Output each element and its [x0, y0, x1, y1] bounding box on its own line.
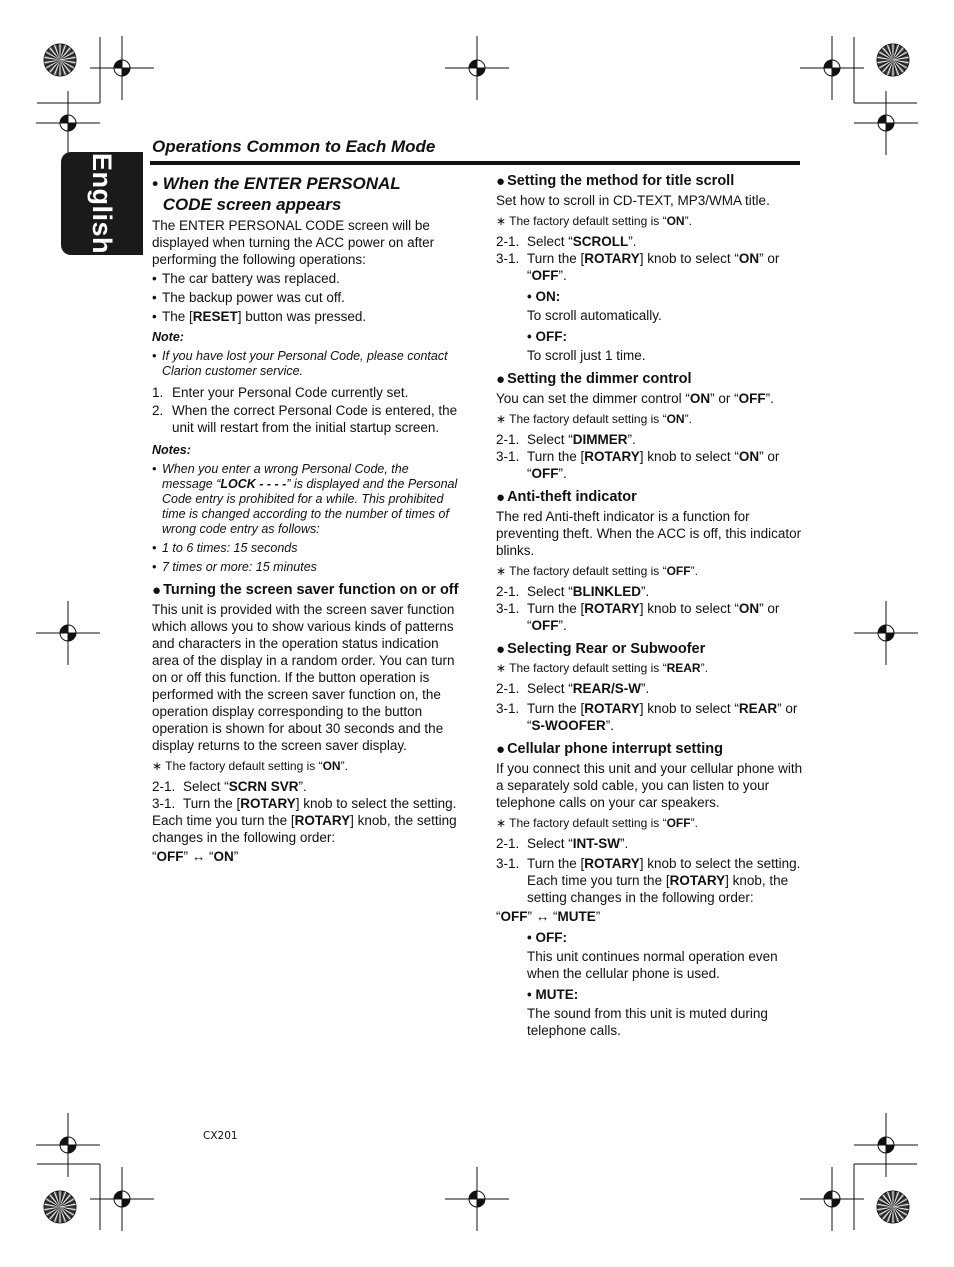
bullet: •	[152, 541, 157, 555]
step-text: When the correct Personal Code is entered, the unit will restart from the initial startup screen.	[172, 403, 458, 435]
step-number: 2-1.	[152, 779, 176, 794]
step-continuation: Each time you turn the [ROTARY] knob, the setting changes in the following order:	[152, 813, 457, 845]
note-text: 1 to 6 times: 15 seconds	[162, 541, 298, 555]
personal-code-heading	[152, 173, 462, 215]
bullet-dot-icon: ●	[152, 582, 162, 599]
note-item	[152, 349, 462, 379]
step-number: 2.	[152, 403, 164, 418]
step-text: Select “INT-SW”.	[527, 836, 629, 851]
anti-theft-text: The red Anti-theft indicator is a function for preventing theft. When the ACC is off, this indicator blinks.	[496, 509, 802, 558]
dimmer-text: You can set the dimmer control “ON” or “OFF”.	[496, 391, 774, 406]
heading-bullet: •	[152, 174, 158, 193]
factory-default: ∗ The factory default setting is “ON”.	[496, 214, 692, 228]
screen-saver-heading	[152, 581, 462, 600]
bullet: •	[152, 271, 157, 286]
factory-default: ∗ The factory default setting is “ON”.	[152, 759, 348, 773]
heading-text: Cellular phone interrupt setting	[507, 741, 723, 757]
option-label: • MUTE:	[527, 987, 579, 1002]
option-label: • ON:	[527, 289, 561, 304]
cellular-text: If you connect this unit and your cellular phone with a separately sold cable, you can listen to your telephone calls on your car speakers.	[496, 761, 803, 810]
setting-order: “OFF” ↔ “MUTE”	[496, 909, 601, 924]
note-item	[152, 560, 462, 575]
bullet: •	[152, 560, 157, 574]
step-number: 3-1.	[496, 601, 520, 616]
bullet: •	[152, 349, 157, 363]
bullet-dot-icon: ●	[496, 371, 506, 388]
bullet-dot-icon: ●	[496, 173, 506, 190]
step-number: 2-1.	[496, 234, 520, 249]
step-text: Select “REAR/S-W”.	[527, 681, 650, 696]
left-column	[152, 172, 462, 865]
step-number: 3-1.	[152, 796, 176, 811]
heading-text: Setting the dimmer control	[507, 371, 692, 387]
option-text: To scroll just 1 time.	[527, 348, 646, 363]
bullet-dot-icon: ●	[496, 641, 506, 658]
section-title: Operations Common to Each Mode	[152, 137, 436, 156]
note-text: When you enter a wrong Personal Code, the message “LOCK - - - -” is displayed and the Personal Code entry is prohibited for a while. This prohibited time is changed according to the number of times of wrong code entry as follows:	[162, 462, 458, 536]
note-item	[152, 462, 462, 537]
heading-text: Turning the screen saver function on or off	[163, 582, 459, 598]
note-heading: Note:	[152, 330, 184, 344]
bullet: •	[152, 462, 157, 476]
rear-subwoofer-heading	[496, 640, 804, 659]
step-number: 3-1.	[496, 856, 520, 871]
step-text: Select “SCRN SVR”.	[183, 779, 307, 794]
dimmer-heading	[496, 370, 804, 389]
option-text: To scroll automatically.	[527, 308, 662, 323]
step-text: Turn the [ROTARY] knob to select the setting. Each time you turn the [ROTARY] knob, the setting changes in the following order:	[527, 856, 801, 905]
step-text: Enter your Personal Code currently set.	[172, 385, 409, 400]
setting-order: “OFF” ↔ “ON”	[152, 849, 239, 864]
note-text: If you have lost your Personal Code, please contact Clarion customer service.	[162, 349, 448, 378]
list-item-text: The backup power was cut off.	[162, 290, 345, 305]
step-number: 2-1.	[496, 432, 520, 447]
setting-step	[496, 835, 804, 852]
setting-step	[496, 700, 804, 734]
bullet-dot-icon: ●	[496, 489, 506, 506]
list-item-text: The car battery was replaced.	[162, 271, 340, 286]
setting-step	[496, 431, 804, 448]
step-text: Turn the [ROTARY] knob to select “ON” or “OFF”.	[527, 601, 780, 633]
model-number: CX201	[203, 1130, 238, 1142]
setting-step	[496, 680, 804, 697]
heading-text: Selecting Rear or Subwoofer	[507, 641, 706, 657]
cellular-heading	[496, 740, 804, 759]
title-scroll-text: Set how to scroll in CD-TEXT, MP3/WMA title.	[496, 193, 770, 208]
registration-wheel	[44, 1191, 76, 1223]
step-number: 2-1.	[496, 681, 520, 696]
factory-default: ∗ The factory default setting is “ON”.	[496, 412, 692, 426]
option-label: • OFF:	[527, 329, 567, 344]
setting-step	[496, 233, 804, 250]
list-item-text: The [RESET] button was pressed.	[162, 309, 367, 324]
step-text: Turn the [ROTARY] knob to select “ON” or “OFF”.	[527, 449, 780, 481]
list-item	[152, 308, 462, 325]
heading-text: Anti-theft indicator	[507, 489, 637, 505]
bullet: •	[152, 290, 157, 305]
step-number: 2-1.	[496, 836, 520, 851]
heading-text: When the ENTER PERSONAL CODE screen appears	[162, 174, 401, 214]
list-item	[152, 270, 462, 287]
language-tab-label: English	[87, 152, 117, 254]
setting-step	[496, 855, 804, 906]
section-rule	[150, 161, 800, 165]
screen-saver-text: This unit is provided with the screen saver function which allows you to show various kinds of patterns and characters in the operation status indication area of the display in a random order. You can turn on or off this function. If the button operation is performed with the screen saver function on, the operation display corresponding to the button operation is shown for about 30 seconds and the display returns to the screen saver display.	[152, 602, 455, 753]
factory-default: ∗ The factory default setting is “OFF”.	[496, 564, 698, 578]
option-text: The sound from this unit is muted during telephone calls.	[527, 1006, 768, 1038]
numbered-step	[152, 402, 462, 436]
step-text: Select “DIMMER”.	[527, 432, 636, 447]
option-text: This unit continues normal operation even when the cellular phone is used.	[527, 949, 778, 981]
step-number: 2-1.	[496, 584, 520, 599]
personal-code-intro: The ENTER PERSONAL CODE screen will be displayed when turning the ACC power on after performing the following operations:	[152, 218, 435, 267]
numbered-step	[152, 384, 462, 401]
registration-wheel	[877, 1191, 909, 1223]
step-text: Select “BLINKLED”.	[527, 584, 650, 599]
title-scroll-heading	[496, 172, 804, 191]
note-item	[152, 541, 462, 556]
step-text: Turn the [ROTARY] knob to select the setting.	[183, 796, 457, 811]
setting-step	[496, 583, 804, 600]
option-label: • OFF:	[527, 930, 567, 945]
bullet-dot-icon: ●	[496, 741, 506, 758]
notes-heading: Notes:	[152, 443, 191, 457]
registration-wheel	[44, 44, 76, 76]
heading-text: Setting the method for title scroll	[507, 173, 735, 189]
setting-step	[496, 448, 804, 482]
step-number: 3-1.	[496, 449, 520, 464]
setting-step	[152, 778, 462, 795]
step-number: 3-1.	[496, 701, 520, 716]
step-text: Turn the [ROTARY] knob to select “REAR” or “S-WOOFER”.	[527, 701, 798, 733]
factory-default: ∗ The factory default setting is “REAR”.	[496, 661, 708, 675]
right-column	[496, 172, 804, 1041]
language-tab	[61, 152, 143, 255]
setting-step	[496, 250, 804, 284]
factory-default: ∗ The factory default setting is “OFF”.	[496, 816, 698, 830]
bullet: •	[152, 309, 157, 324]
setting-step	[496, 600, 804, 634]
step-number: 1.	[152, 385, 164, 400]
registration-wheel	[877, 44, 909, 76]
list-item	[152, 289, 462, 306]
step-text: Select “SCROLL”.	[527, 234, 637, 249]
step-number: 3-1.	[496, 251, 520, 266]
note-text: 7 times or more: 15 minutes	[162, 560, 317, 574]
setting-step	[152, 795, 462, 812]
step-text: Turn the [ROTARY] knob to select “ON” or “OFF”.	[527, 251, 780, 283]
anti-theft-heading	[496, 488, 804, 507]
